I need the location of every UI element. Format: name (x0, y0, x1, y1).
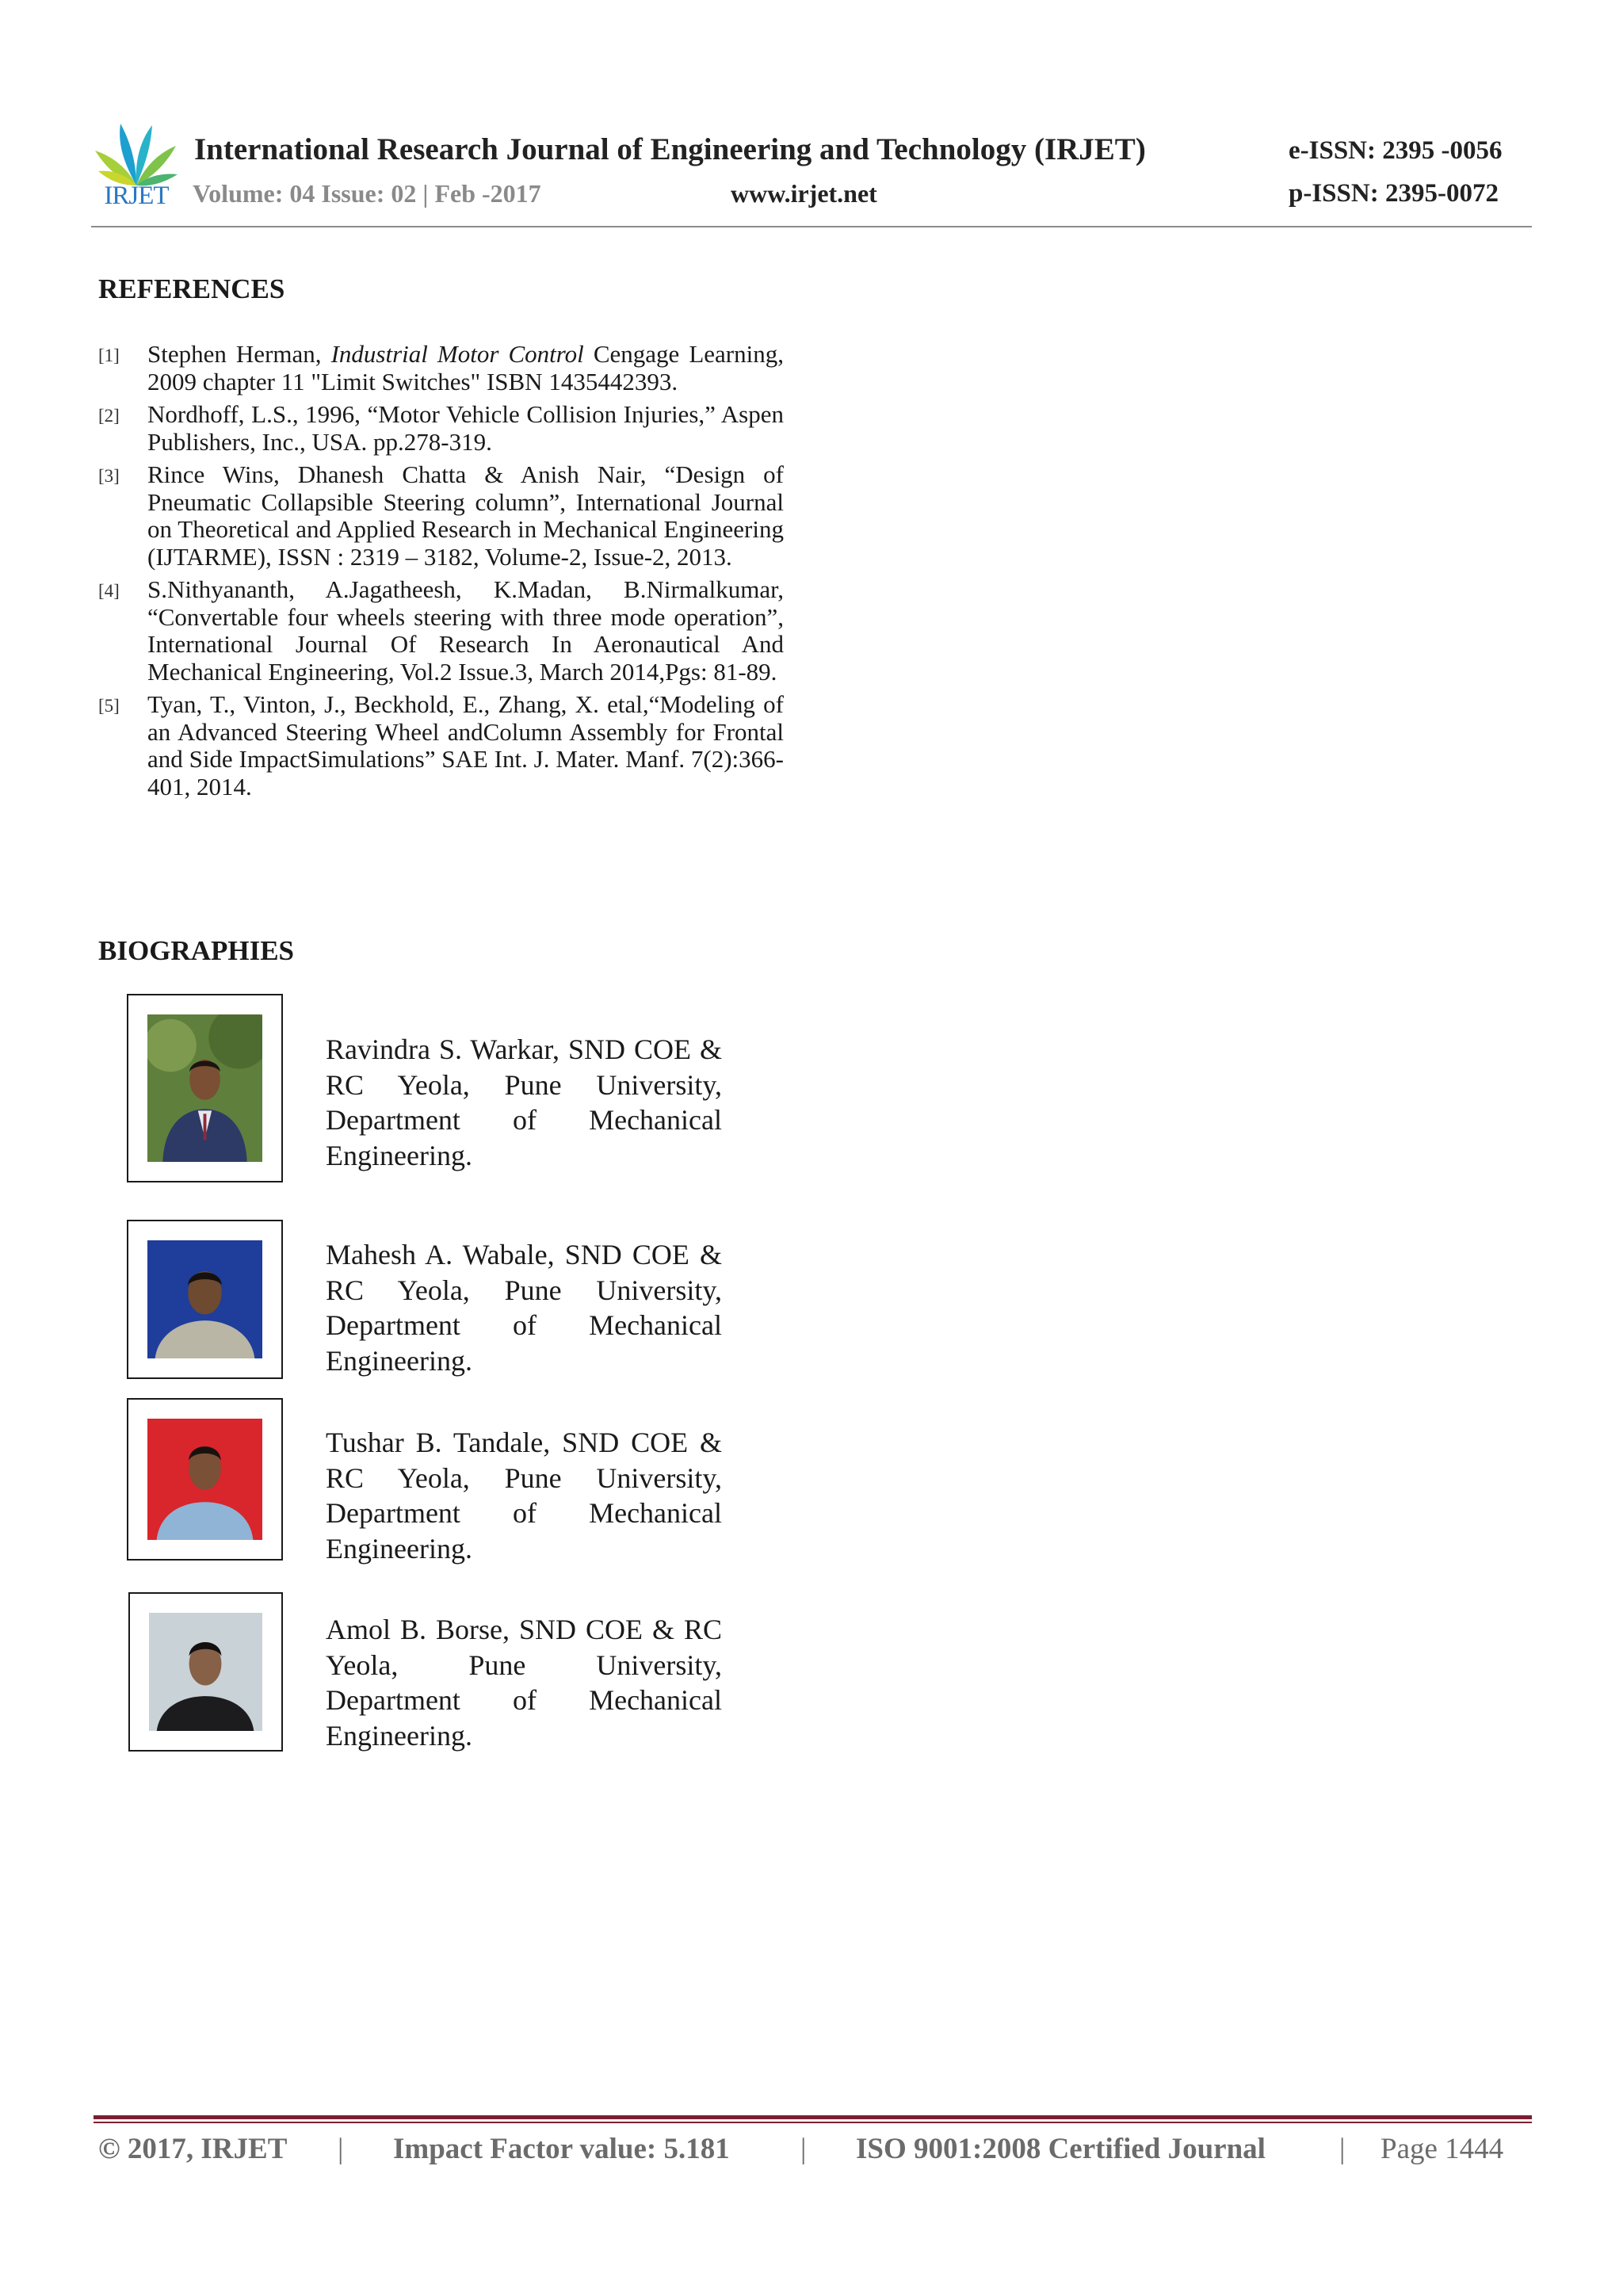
reference-text-part: Cengage Learning, 2009 chapter 11 "Limit Switches" ISBN 1435442393. (147, 340, 784, 395)
reference-number: [3] (98, 466, 120, 486)
logo-text: IRJET (104, 181, 169, 210)
biographies-heading: BIOGRAPHIES (98, 935, 294, 966)
references-list (98, 341, 784, 806)
author-bio: Ravindra S. Warkar, SND COE & RC Yeola, Pune University, Department of Mechanical Engineering. (326, 1033, 722, 1171)
footer-iso: ISO 9001:2008 Certified Journal (856, 2133, 1266, 2165)
reference-item (98, 401, 784, 456)
footer-impact-factor: Impact Factor value: 5.181 (393, 2133, 730, 2165)
p-issn: p-ISSN: 2395-0072 (1289, 179, 1499, 208)
author-bio: Amol B. Borse, SND COE & RC Yeola, Pune University, Department of Mechanical Engineering. (326, 1614, 722, 1752)
footer-divider-thin (94, 2122, 1532, 2123)
reference-item (98, 461, 784, 571)
reference-text: S.Nithyananth, A.Jagatheesh, K.Madan, B.Nirmalkumar, “Convertable four wheels steering with three mode operation”, International Journal Of Research In Aeronautical And Mechanical Engineering, Vol.2 Issue.3, March 2014,Pgs: 81-89. (147, 575, 784, 686)
reference-text: Rince Wins, Dhanesh Chatta & Anish Nair, “Design of Pneumatic Collapsible Steering column”, International Journal on Theoretical and Applied Research in Mechanical Engineering (IJTARME), ISSN : 2319 – 3182, Volume-2, Issue-2, 2013. (147, 460, 784, 571)
reference-item (98, 691, 784, 800)
reference-number: [4] (98, 581, 120, 601)
author-photo (149, 1613, 262, 1731)
footer-separator: | (1339, 2133, 1346, 2165)
references-heading: REFERENCES (98, 273, 285, 304)
footer-separator: | (800, 2133, 807, 2165)
footer-separator: | (338, 2133, 344, 2165)
reference-text-part: Stephen Herman, (147, 340, 331, 368)
journal-title: International Research Journal of Engineering and Technology (IRJET) (194, 132, 1146, 166)
author-photo-frame (128, 1592, 283, 1752)
author-bio: Mahesh A. Wabale, SND COE & RC Yeola, Pune University, Department of Mechanical Engineering. (326, 1239, 722, 1377)
reference-item (98, 576, 784, 686)
irjet-logo (94, 117, 179, 211)
reference-text: Tyan, T., Vinton, J., Beckhold, E., Zhang, X. etal,“Modeling of an Advanced Steering Wheel andColumn Assembly for Frontal and Side ImpactSimulations” SAE Int. J. Mater. Manf. 7(2):366-401, 2014. (147, 690, 784, 800)
author-photo-frame (127, 1220, 283, 1379)
author-photo-frame (127, 994, 283, 1182)
reference-text: Nordhoff, L.S., 1996, “Motor Vehicle Collision Injuries,” Aspen Publishers, Inc., USA. pp.278-319. (147, 400, 784, 456)
author-photo (147, 1014, 262, 1162)
journal-website: www.irjet.net (731, 179, 877, 208)
e-issn: e-ISSN: 2395 -0056 (1289, 136, 1503, 165)
footer-divider (94, 2115, 1532, 2119)
header-divider (91, 226, 1532, 227)
volume-issue: Volume: 04 Issue: 02 | Feb -2017 (193, 179, 541, 208)
reference-text (147, 341, 784, 395)
reference-number: [5] (98, 696, 120, 716)
reference-number: [2] (98, 406, 120, 426)
irjet-leaf-logo-icon (94, 117, 179, 189)
footer-page-number: Page 1444 (1381, 2133, 1504, 2165)
reference-number: [1] (98, 346, 120, 365)
footer-copyright: © 2017, IRJET (98, 2133, 288, 2165)
author-bio: Tushar B. Tandale, SND COE & RC Yeola, Pune University, Department of Mechanical Engineering. (326, 1427, 722, 1564)
author-photo (147, 1419, 262, 1540)
reference-item (98, 341, 784, 395)
reference-book-title: Industrial Motor Control (330, 340, 584, 368)
author-photo-frame (127, 1398, 283, 1561)
author-photo (147, 1240, 262, 1358)
